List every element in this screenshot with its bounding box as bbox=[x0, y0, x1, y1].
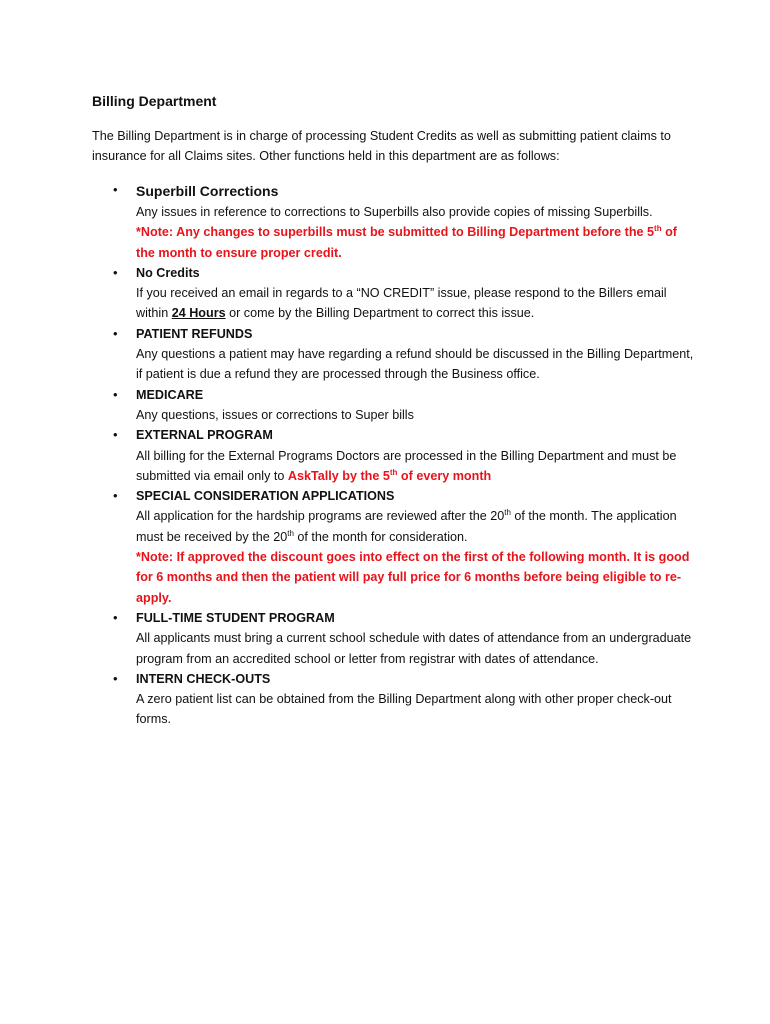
note-text-end: of the month to ensure proper credit. bbox=[136, 225, 677, 260]
item-body bbox=[136, 506, 696, 607]
highlight-superscript: th bbox=[389, 467, 398, 477]
list-item-medicare bbox=[0, 385, 696, 426]
item-title: EXTERNAL PROGRAM bbox=[136, 428, 273, 443]
bullet-icon: • bbox=[113, 182, 118, 197]
bullet-icon: • bbox=[113, 427, 118, 443]
bullet-icon: • bbox=[113, 264, 118, 280]
highlight-text: AskTally by the 5 bbox=[287, 468, 390, 483]
list-item-intern-check-outs bbox=[0, 669, 696, 730]
item-title: Superbill Corrections bbox=[136, 183, 279, 199]
item-title: MEDICARE bbox=[136, 387, 204, 402]
intro-paragraph: The Billing Department is in charge of processing Student Credits as well as submitting patient claims to insurance for all Claims sites. Other functions held in this department are as follows: bbox=[92, 129, 671, 164]
item-title: FULL-TIME STUDENT PROGRAM bbox=[136, 610, 335, 625]
function-list bbox=[0, 180, 770, 730]
bullet-icon: • bbox=[113, 386, 118, 402]
item-text-end: of the month for consideration. bbox=[293, 529, 468, 544]
item-note: *Note: If approved the discount goes into effect on the first of the following month. It is good for 6 months and then the patient will pay full price for 6 months before being eligible to re-apply. bbox=[136, 550, 690, 605]
bullet-icon: • bbox=[113, 488, 118, 504]
item-text-middle: of the month. The application must be received by the 20 bbox=[136, 509, 677, 544]
item-body: A zero patient list can be obtained from the Billing Department along with other proper check-out forms. bbox=[136, 692, 672, 727]
item-title: SPECIAL CONSIDERATION APPLICATIONS bbox=[136, 489, 395, 504]
item-title: PATIENT REFUNDS bbox=[136, 326, 253, 341]
list-item-full-time-student bbox=[0, 608, 696, 669]
list-item-superbill-corrections bbox=[0, 180, 696, 263]
item-text-end: or come by the Billing Department to correct this issue. bbox=[225, 306, 535, 321]
item-body bbox=[136, 446, 696, 487]
underlined-text: 24 Hours bbox=[171, 306, 226, 321]
item-text: All application for the hardship programs are reviewed after the 20 bbox=[136, 509, 505, 524]
item-body: All applicants must bring a current school schedule with dates of attendance from an undergraduate program from an accredited school or letter from registrar with dates of attendance. bbox=[136, 631, 692, 666]
list-item-external-program bbox=[0, 425, 696, 486]
item-body: Any questions a patient may have regarding a refund should be discussed in the Billing Department, if patient is due a refund they are processed through the Business office. bbox=[136, 347, 694, 382]
item-note bbox=[136, 225, 677, 259]
item-title: No Credits bbox=[136, 265, 200, 280]
item-text: All billing for the External Programs Doctors are processed in the Billing Department and must be submitted via email only to bbox=[136, 448, 677, 483]
bullet-icon: • bbox=[113, 325, 118, 341]
item-text: If you received an email in regards to a “NO CREDIT” issue, please respond to the Billers email within bbox=[136, 286, 667, 321]
item-body bbox=[136, 283, 696, 324]
item-title: INTERN CHECK-OUTS bbox=[136, 671, 271, 686]
highlight-text-end: of every month bbox=[397, 468, 492, 483]
list-item-patient-refunds bbox=[0, 324, 696, 385]
item-body bbox=[136, 202, 696, 263]
item-highlight bbox=[288, 469, 491, 483]
page-title: Billing Department bbox=[92, 93, 217, 109]
bullet-icon: • bbox=[113, 670, 118, 686]
list-item-no-credits bbox=[0, 263, 696, 324]
note-text: *Note: Any changes to superbills must be submitted to Billing Department before the 5 bbox=[136, 225, 655, 240]
note-superscript: th bbox=[654, 224, 662, 234]
list-item-special-consideration bbox=[0, 486, 696, 608]
bullet-icon: • bbox=[113, 609, 118, 625]
body-superscript: th bbox=[504, 508, 511, 518]
body-superscript: th bbox=[287, 528, 294, 538]
item-body: Any questions, issues or corrections to Super bills bbox=[136, 407, 414, 422]
item-text: Any issues in reference to corrections to Superbills also provide copies of missing Superbills. bbox=[136, 205, 653, 219]
